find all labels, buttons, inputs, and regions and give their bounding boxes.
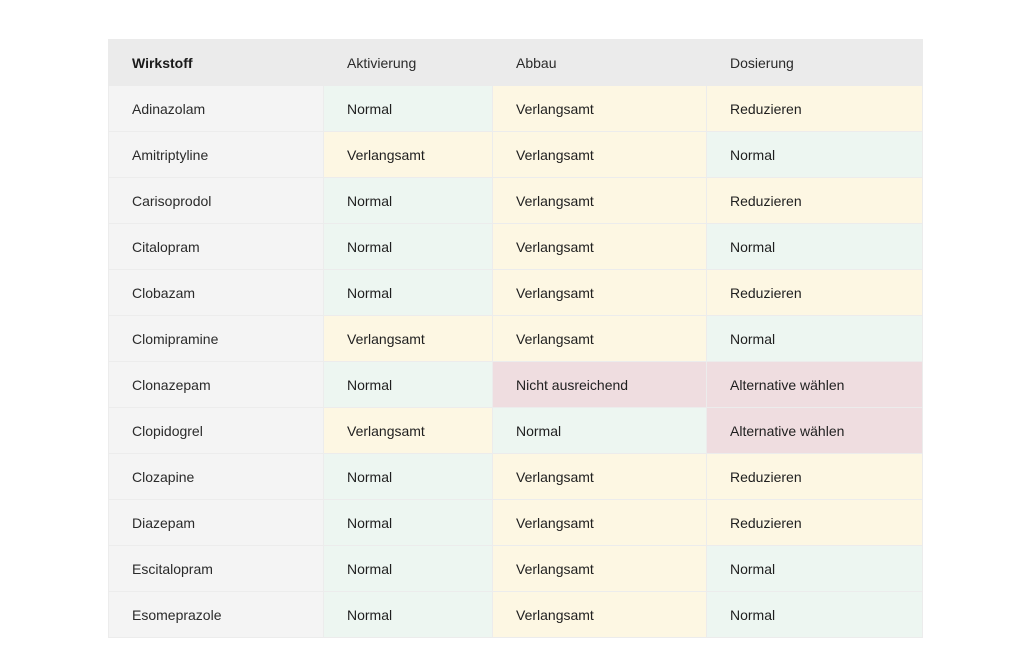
- cell-abbau: Verlangsamt: [493, 454, 707, 500]
- cell-dosierung: Alternative wählen: [707, 362, 923, 408]
- cell-aktivierung: Normal: [324, 86, 493, 132]
- cell-aktivierung: Normal: [324, 592, 493, 638]
- drug-metabolism-table: [108, 39, 923, 638]
- column-header-abbau: Abbau: [493, 40, 707, 86]
- cell-aktivierung: Verlangsamt: [324, 408, 493, 454]
- table-row: [109, 270, 923, 316]
- cell-dosierung: Normal: [707, 546, 923, 592]
- table-row: [109, 500, 923, 546]
- cell-abbau: Verlangsamt: [493, 270, 707, 316]
- cell-aktivierung: Verlangsamt: [324, 132, 493, 178]
- cell-abbau: Normal: [493, 408, 707, 454]
- cell-dosierung: Reduzieren: [707, 454, 923, 500]
- cell-dosierung: Reduzieren: [707, 86, 923, 132]
- cell-dosierung: Normal: [707, 592, 923, 638]
- cell-aktivierung: Normal: [324, 224, 493, 270]
- table-row: [109, 132, 923, 178]
- cell-wirkstoff: Diazepam: [109, 500, 324, 546]
- table-row: [109, 178, 923, 224]
- cell-wirkstoff: Clopidogrel: [109, 408, 324, 454]
- cell-aktivierung: Normal: [324, 546, 493, 592]
- table-row: [109, 592, 923, 638]
- cell-abbau: Verlangsamt: [493, 132, 707, 178]
- cell-dosierung: Alternative wählen: [707, 408, 923, 454]
- cell-wirkstoff: Clozapine: [109, 454, 324, 500]
- cell-aktivierung: Normal: [324, 362, 493, 408]
- cell-aktivierung: Normal: [324, 454, 493, 500]
- cell-wirkstoff: Carisoprodol: [109, 178, 324, 224]
- cell-dosierung: Reduzieren: [707, 500, 923, 546]
- cell-wirkstoff: Clobazam: [109, 270, 324, 316]
- cell-abbau: Verlangsamt: [493, 224, 707, 270]
- cell-wirkstoff: Esomeprazole: [109, 592, 324, 638]
- table-row: [109, 224, 923, 270]
- cell-abbau: Verlangsamt: [493, 178, 707, 224]
- table-row: [109, 86, 923, 132]
- cell-wirkstoff: Clonazepam: [109, 362, 324, 408]
- cell-dosierung: Normal: [707, 132, 923, 178]
- cell-wirkstoff: Amitriptyline: [109, 132, 324, 178]
- table-row: [109, 454, 923, 500]
- table-row: [109, 408, 923, 454]
- drug-table-container: [108, 39, 922, 638]
- table-row: [109, 316, 923, 362]
- table-row: [109, 362, 923, 408]
- cell-abbau: Verlangsamt: [493, 86, 707, 132]
- cell-wirkstoff: Citalopram: [109, 224, 324, 270]
- table-body: [109, 86, 923, 638]
- column-header-dosierung: Dosierung: [707, 40, 923, 86]
- cell-abbau: Nicht ausreichend: [493, 362, 707, 408]
- table-row: [109, 546, 923, 592]
- cell-abbau: Verlangsamt: [493, 316, 707, 362]
- cell-dosierung: Normal: [707, 316, 923, 362]
- cell-dosierung: Reduzieren: [707, 270, 923, 316]
- header-row: [109, 40, 923, 86]
- cell-aktivierung: Normal: [324, 500, 493, 546]
- cell-wirkstoff: Adinazolam: [109, 86, 324, 132]
- cell-dosierung: Normal: [707, 224, 923, 270]
- cell-wirkstoff: Clomipramine: [109, 316, 324, 362]
- column-header-wirkstoff: Wirkstoff: [109, 40, 324, 86]
- cell-aktivierung: Normal: [324, 270, 493, 316]
- table-header: [109, 40, 923, 86]
- cell-aktivierung: Verlangsamt: [324, 316, 493, 362]
- cell-wirkstoff: Escitalopram: [109, 546, 324, 592]
- cell-abbau: Verlangsamt: [493, 592, 707, 638]
- column-header-aktivierung: Aktivierung: [324, 40, 493, 86]
- cell-abbau: Verlangsamt: [493, 500, 707, 546]
- cell-aktivierung: Normal: [324, 178, 493, 224]
- cell-dosierung: Reduzieren: [707, 178, 923, 224]
- cell-abbau: Verlangsamt: [493, 546, 707, 592]
